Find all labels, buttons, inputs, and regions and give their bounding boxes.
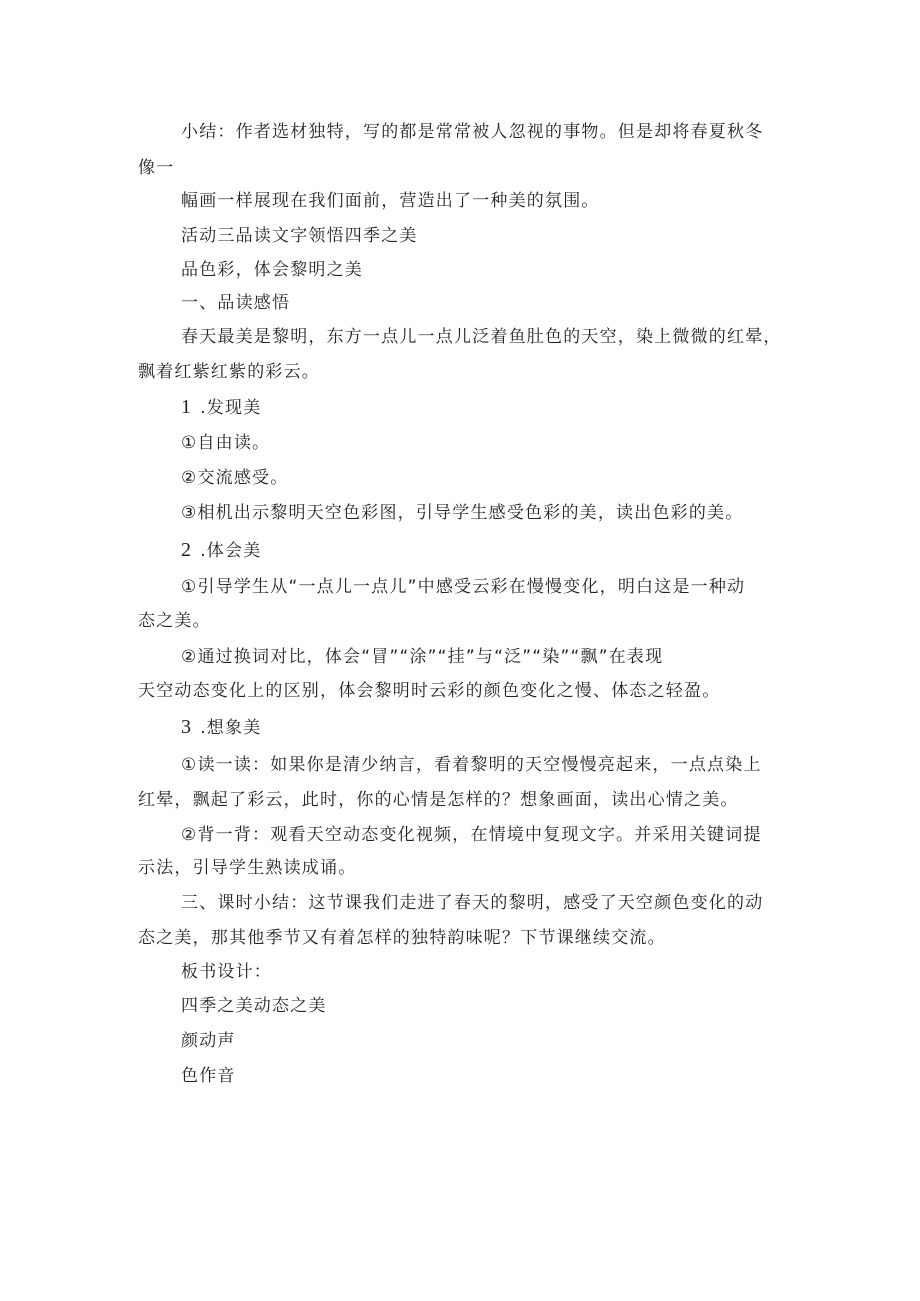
summary-line-2: 像一 — [138, 158, 175, 178]
discover-item-1: ①自由读。 — [181, 433, 271, 453]
lesson-summary-line-2: 态之美，那其他季节又有着怎样的独特韵味呢？下节课继续交流。 — [138, 928, 666, 948]
heading-imagine-beauty — [181, 716, 261, 739]
color-subtitle: 品色彩，体会黎明之美 — [181, 260, 363, 280]
heading-label: .想象美 — [200, 718, 262, 738]
experience-item-2-line-2: 天空动态变化上的区别，体会黎明时云彩的颜色变化之慢、体态之轻盈。 — [138, 681, 721, 701]
heading-number: 2 — [181, 539, 193, 561]
heading-number: 1 — [181, 396, 193, 418]
board-design-line-1: 四季之美动态之美 — [181, 996, 327, 1016]
discover-item-2: ②交流感受。 — [181, 468, 289, 488]
heading-discover-beauty — [181, 396, 261, 419]
heading-label: .体会美 — [200, 541, 262, 561]
board-design-line-2: 颜动声 — [181, 1031, 236, 1051]
experience-item-2-line-1: ②通过换词对比，体会“冒”“涂”“挂”与“泛”“染”“飘”在表现 — [181, 647, 664, 667]
heading-label: .发现美 — [200, 398, 262, 418]
quote-line-2: 飘着红紫红紫的彩云。 — [138, 362, 320, 382]
summary-line-3: 幅画一样展现在我们面前，营造出了一种美的氛围。 — [181, 191, 600, 211]
heading-experience-beauty — [181, 539, 261, 562]
section-one-title: 一、品读感悟 — [181, 293, 291, 313]
experience-item-1-line-2: 态之美。 — [138, 611, 211, 631]
experience-item-1-line-1: ①引导学生从“一点儿一点儿”中感受云彩在慢慢变化，明白这是一种动 — [181, 577, 746, 597]
activity-three-title: 活动三品读文字领悟四季之美 — [181, 226, 418, 246]
board-design-line-3: 色作音 — [181, 1066, 236, 1086]
imagine-item-2-line-2: 示法，引导学生熟读成诵。 — [138, 858, 357, 878]
discover-item-3: ③相机出示黎明天空色彩图，引导学生感受色彩的美，读出色彩的美。 — [181, 503, 744, 523]
imagine-item-1-line-1: ①读一读：如果你是清少纳言，看着黎明的天空慢慢亮起来，一点点染上 — [181, 755, 762, 775]
heading-number: 3 — [181, 716, 193, 738]
quote-line-1: 春天最美是黎明，东方一点儿一点儿泛着鱼肚色的天空，染上微微的红晕， — [181, 327, 782, 347]
summary-line-1: 小结：作者选材独特，写的都是常常被人忽视的事物。但是却将春夏秋冬 — [181, 122, 764, 142]
board-design-title: 板书设计： — [181, 962, 272, 982]
lesson-summary-line-1: 三、课时小结：这节课我们走进了春天的黎明，感受了天空颜色变化的动 — [181, 893, 764, 913]
imagine-item-2-line-1: ②背一背：观看天空动态变化视频，在情境中复现文字。并采用关键词提 — [181, 825, 762, 845]
imagine-item-1-line-2: 红晕，飘起了彩云，此时，你的心情是怎样的？想象画面，读出心情之美。 — [138, 790, 739, 810]
